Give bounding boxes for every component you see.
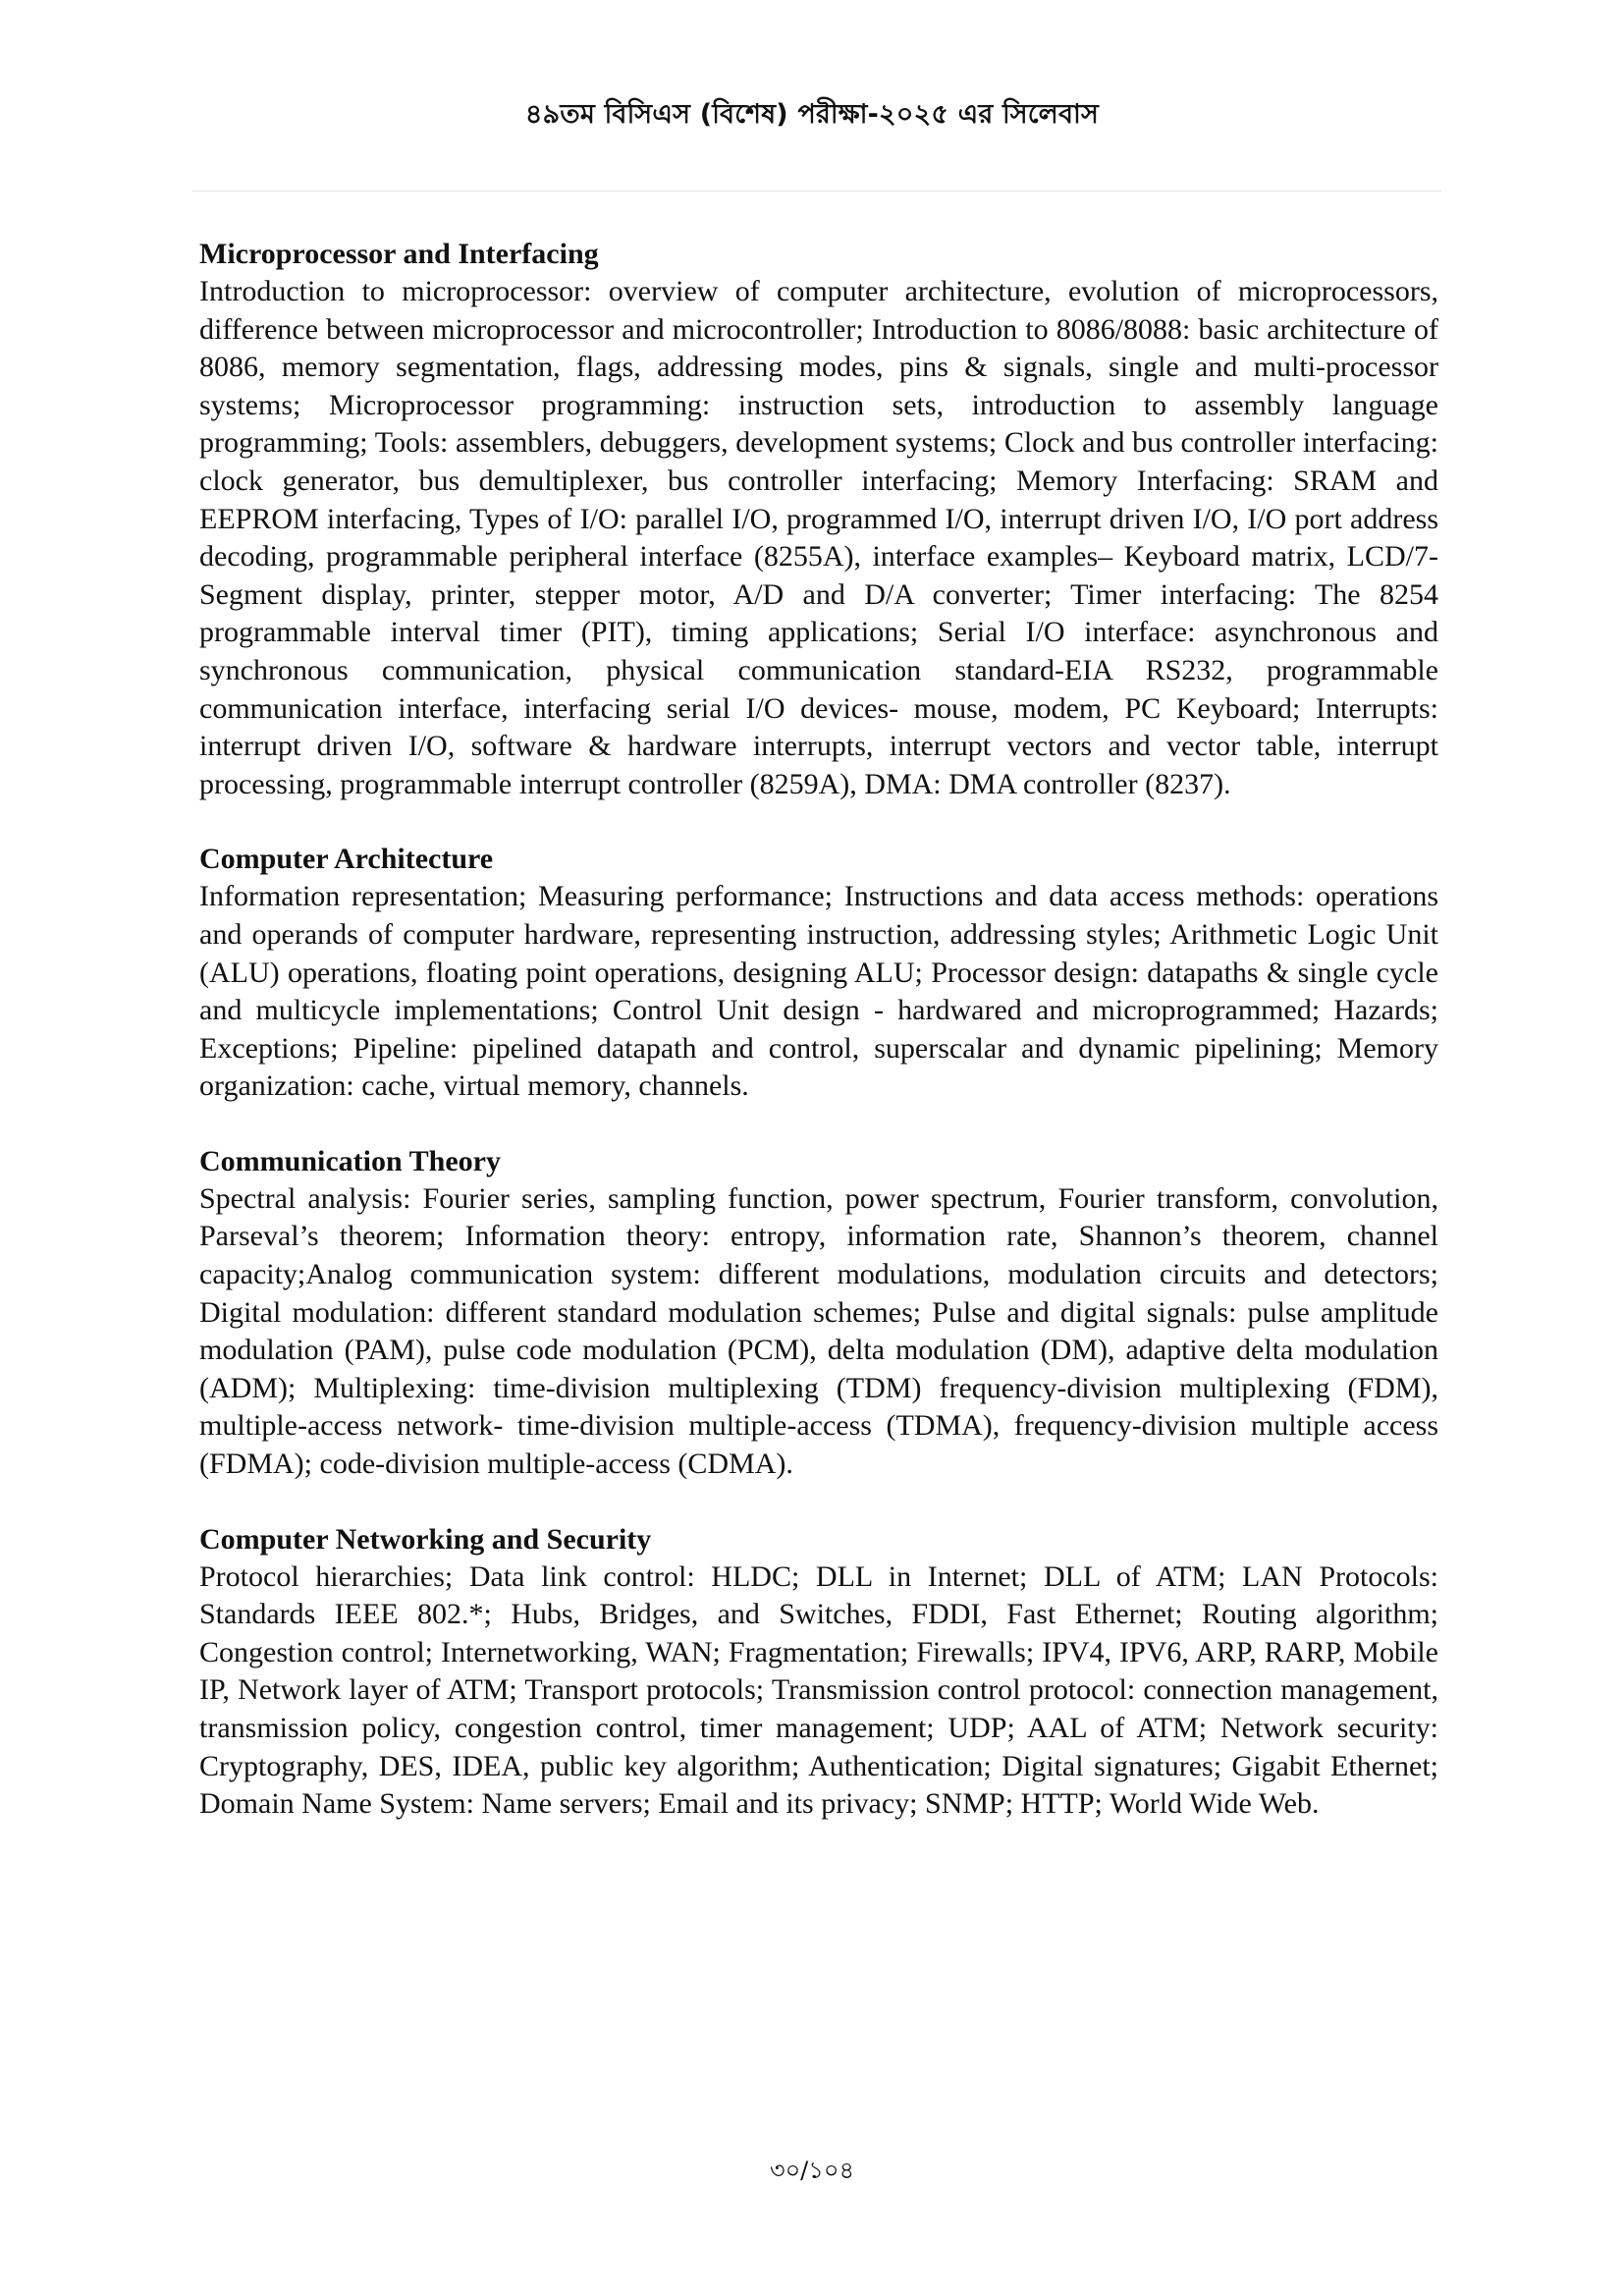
page-number: ৩০/১০৪	[769, 2157, 855, 2184]
section-communication-theory	[199, 1143, 1438, 1484]
page-header-title: ৪৯তম বিসিএস (বিশেষ) পরীক্ষা-২০২৫ এর সিলেবাস	[524, 99, 1100, 130]
section-computer-networking-security	[199, 1521, 1438, 1824]
section-heading: Microprocessor and Interfacing	[199, 238, 599, 270]
section-heading: Computer Networking and Security	[199, 1522, 652, 1556]
section-computer-architecture	[199, 841, 1438, 1106]
section-microprocessor-interfacing	[199, 236, 1438, 803]
section-body: Spectral analysis: Fourier series, sampling function, power spectrum, Fourier transform, convolution, Parseval’s theorem; Information theory: entropy, information rate, Shannon’s theorem, channel capacity;Analog communication system: different modulations, modulation circuits and detectors; Digital modulation: different standard modulation schemes; Pulse and digital signals: pulse amplitude modulation (PAM), pulse code modulation (PCM), delta modulation (DM), adaptive delta modulation (ADM); Multiplexing: time-division multiplexing (TDM) frequency-division multiplexing (FDM), multiple-access network- time-division multiple-access (TDMA), frequency-division multiple access (FDMA); code-division multiple-access (CDMA).	[199, 1181, 1438, 1481]
syllabus-content	[199, 236, 1438, 1861]
section-body: Protocol hierarchies; Data link control: HLDC; DLL in Internet; DLL of ATM; LAN Protocols: Standards IEEE 802.*; Hubs, Bridges, and Switches, FDDI, Fast Ethernet; Routing algorithm; Congestion control; Internetworking, WAN; Fragmentation; Firewalls; IPV4, IPV6, ARP, RARP, Mobile IP, Network layer of ATM; Transport protocols; Transmission control protocol: connection management, transmission policy, congestion control, timer management; UDP; AAL of ATM; Network security: Cryptography, DES, IDEA, public key algorithm; Authentication; Digital signatures; Gigabit Ethernet; Domain Name System: Name servers; Email and its privacy; SNMP; HTTP; World Wide Web.	[199, 1559, 1438, 1821]
section-body: Information representation; Measuring performance; Instructions and data access methods: operations and operands of computer hardware, representing instruction, addressing styles; Arithmetic Logic Unit (ALU) operations, floating point operations, designing ALU; Processor design: datapaths & single cycle and multicycle implementations; Control Unit design - hardwared and microprogrammed; Hazards; Exceptions; Pipeline: pipelined datapath and control, superscalar and dynamic pipelining; Memory organization: cache, virtual memory, channels.	[199, 880, 1438, 1103]
section-heading: Computer Architecture	[199, 843, 494, 876]
section-body: Introduction to microprocessor: overview of computer architecture, evolution of microprocessors, difference between microprocessor and microcontroller; Introduction to 8086/8088: basic architecture of 8086, memory segmentation, flags, addressing modes, pins & signals, single and multi-processor systems; Microprocessor programming: instruction sets, introduction to assembly language programming; Tools: assemblers, debuggers, development systems; Clock and bus controller interfacing: clock generator, bus demultiplexer, bus controller interfacing; Memory Interfacing: SRAM and EEPROM interfacing, Types of I/O: parallel I/O, programmed I/O, interrupt driven I/O, I/O port address decoding, programmable peripheral interface (8255A), interface examples– Keyboard matrix, LCD/7-Segment display, printer, stepper motor, A/D and D/A converter; Timer interfacing: The 8254 programmable interval timer (PIT), timing applications; Serial I/O interface: asynchronous and synchronous communication, physical communication standard-EIA RS232, programmable communication interface, interfacing serial I/O devices- mouse, modem, PC Keyboard; Interrupts: interrupt driven I/O, software & hardware interrupts, interrupt vectors and vector table, interrupt processing, programmable interrupt controller (8259A), DMA: DMA controller (8237).	[199, 275, 1438, 800]
section-heading: Communication Theory	[199, 1144, 501, 1177]
